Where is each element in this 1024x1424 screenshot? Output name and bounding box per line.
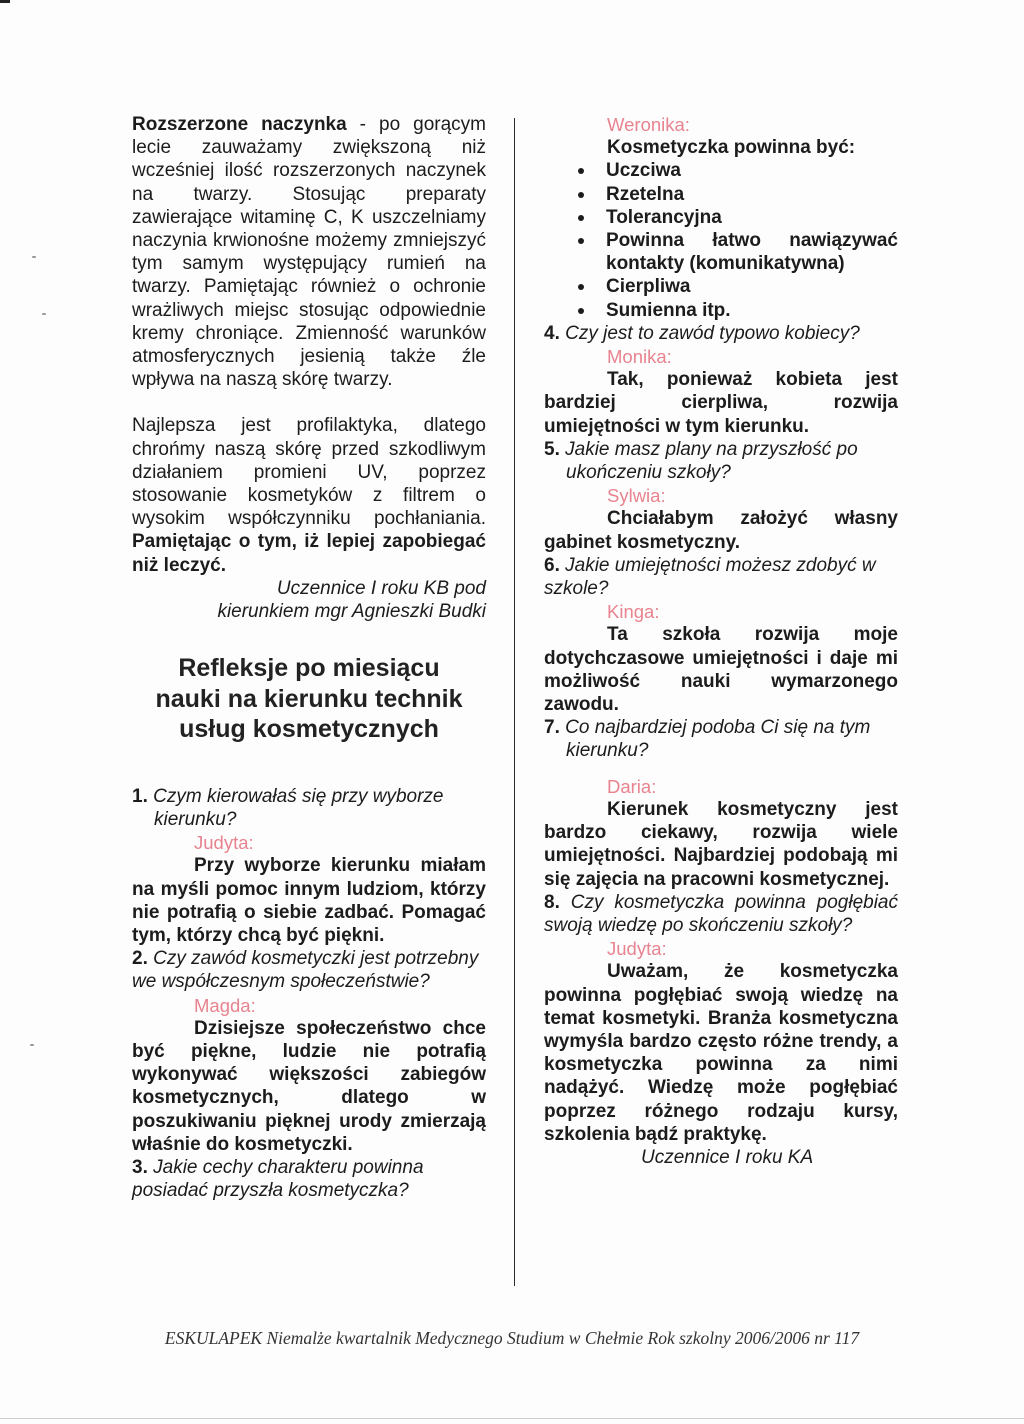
answer-8: Uważam, że kosmetyczka powinna pogłębiać swoją wiedzę na temat kosmetyki. Branża kosmetyczna wymyśla bardzo często różne trendy, a kosmetyczka powinna za nimi nadążyć. Wiedzę może pogłębiać poprzez różnego rodzaju kursy, szkolenia bądź praktykę. bbox=[544, 961, 898, 1145]
question-number: 1. bbox=[132, 785, 148, 807]
question-7 bbox=[544, 716, 898, 762]
answer-2: Dzisiejsze społeczeństwo chce być piękne, ludzie nie potrafią wykonywać większości zabiegów kosmetycznych, dlatego w poszukiwaniu pięknej urody zmierzają właśnie do kosmetyczki. bbox=[132, 1017, 486, 1155]
answer-5: Chciałabym założyć własny gabinet kosmetyczny. bbox=[544, 508, 898, 553]
paragraph-body: - po gorącym lecie zauważamy zwiększoną niż wcześniej ilość rozszerzonych naczynek na twarzy. Stosując preparaty zawierające witaminę C, K uszczelniamy naczynia krwionośne możemy zmniejszyć tym samym występujący rumień na twarzy. Pamiętając również o ochronie wrażliwych miejsc stosując odpowiednie kremy chroniące. Zmienność warunków atmosferycznych jesienią także źle wpływa na naszą skórę twarzy. bbox=[132, 114, 486, 391]
question-number: 4. bbox=[544, 322, 560, 344]
question-8 bbox=[544, 891, 898, 937]
paragraph-rozszerzone-naczynka bbox=[132, 113, 486, 391]
answer-1: Przy wyborze kierunku miałam na myśli pomoc innym ludziom, którzy nie potrafią o siebie zadbać. Pomagać tym, którzy chcą być piękni. bbox=[132, 855, 486, 946]
question-number: 7. bbox=[544, 717, 560, 739]
question-6 bbox=[544, 554, 898, 600]
respondent-name: Weronika: bbox=[607, 114, 690, 135]
respondent-name: Kinga: bbox=[607, 601, 660, 623]
paragraph-profilaktyka bbox=[132, 414, 486, 576]
heading-line: usług kosmetycznych bbox=[179, 715, 439, 744]
question-1 bbox=[132, 785, 486, 831]
question-4 bbox=[544, 322, 898, 345]
question-number: 2. bbox=[132, 948, 148, 970]
question-3 bbox=[132, 1156, 486, 1202]
answer-6: Ta szkoła rozwija moje dotychczasowe umiejętności i daje mi możliwość nauki wymarzonego zawodu. bbox=[544, 624, 898, 716]
respondent-name: Judyta: bbox=[607, 938, 667, 960]
paragraph-emphasis: Pamiętając o tym, iż lepiej zapobiegać niż leczyć. bbox=[132, 531, 486, 576]
list-item: Powinna łatwo nawiązywać kontakty (komunikatywna) bbox=[544, 229, 898, 275]
respondent-name: Judyta: bbox=[194, 832, 254, 854]
respondent-name: Magda: bbox=[194, 994, 256, 1016]
list-item: Tolerancyjna bbox=[544, 206, 898, 229]
question-number: 3. bbox=[132, 1157, 148, 1179]
page-footer: ESKULAPEK Niemalże kwartalnik Medycznego Studium w Chełmie Rok szkolny 2006/2006 nr 117 bbox=[164, 1328, 860, 1348]
paragraph-body: Najlepsza jest profilaktyka, dlatego chrońmy naszą skórę przed szkodliwym działaniem promieni UV, poprzez stosowanie kosmetyków z filtrem o wysokim współczynniku pochłaniania. bbox=[132, 415, 486, 530]
respondent-name: Monika: bbox=[607, 346, 672, 368]
respondent-name: Sylwia: bbox=[607, 485, 666, 507]
answer-4: Tak, ponieważ kobieta jest bardziej cierpliwa, rozwija umiejętności w tym kierunku. bbox=[544, 369, 898, 437]
left-column bbox=[132, 113, 486, 1202]
question-text: Jakie umiejętności możesz zdobyć w szkole? bbox=[544, 554, 876, 600]
scan-bottom-edge bbox=[0, 1418, 1024, 1419]
scan-speck bbox=[32, 256, 36, 258]
list-item: Rzetelna bbox=[544, 183, 898, 206]
right-column bbox=[544, 113, 898, 1169]
signature-line: Uczennice I roku KB pod bbox=[276, 577, 486, 599]
heading-line: nauki na kierunku technik bbox=[155, 684, 463, 713]
article-heading bbox=[132, 653, 486, 745]
question-number: 6. bbox=[544, 554, 560, 576]
question-5 bbox=[544, 438, 898, 484]
article-signature bbox=[132, 577, 486, 623]
answer-7: Kierunek kosmetyczny jest bardzo ciekawy, rozwija wiele umiejętności. Najbardziej podobają mi się zajęcia na pracowni kosmetycznej. bbox=[544, 798, 898, 890]
signature-line: kierunkiem mgr Agnieszki Budki bbox=[217, 601, 486, 623]
question-number: 5. bbox=[544, 438, 560, 460]
scan-speck bbox=[30, 1044, 34, 1046]
scan-corner-mark bbox=[0, 0, 10, 3]
answer-3-intro: Kosmetyczka powinna być: bbox=[607, 137, 856, 159]
question-2 bbox=[132, 947, 486, 993]
question-text: Czy kosmetyczka powinna pogłębiać swoją wiedzę po skończeniu szkoły? bbox=[544, 891, 898, 936]
heading-line: Refleksje po miesiącu bbox=[178, 654, 440, 683]
column-divider bbox=[514, 118, 515, 1286]
traits-list bbox=[544, 159, 898, 321]
paragraph-lead: Rozszerzone naczynka bbox=[132, 114, 347, 135]
question-number: 8. bbox=[544, 891, 560, 913]
question-text: Czy jest to zawód typowo kobiecy? bbox=[559, 322, 860, 344]
question-text: Czym kierowałaś się przy wyborze kierunku? bbox=[147, 785, 444, 830]
question-text: Czy zawód kosmetyczki jest potrzebny we współczesnym społeczeństwie? bbox=[132, 948, 479, 993]
scan-speck bbox=[42, 313, 46, 315]
list-item: Uczciwa bbox=[544, 159, 898, 182]
list-item: Cierpliwa bbox=[544, 275, 898, 298]
respondent-name: Daria: bbox=[607, 775, 657, 797]
list-item: Sumienna itp. bbox=[544, 299, 898, 322]
question-text: Co najbardziej podoba Ci się na tym kierunku? bbox=[559, 717, 871, 762]
question-text: Jakie masz plany na przyszłość po ukończeniu szkoły? bbox=[559, 438, 858, 484]
article-signature: Uczennice I roku KA bbox=[641, 1146, 814, 1168]
question-text: Jakie cechy charakteru powinna posiadać przyszła kosmetyczka? bbox=[132, 1157, 424, 1202]
